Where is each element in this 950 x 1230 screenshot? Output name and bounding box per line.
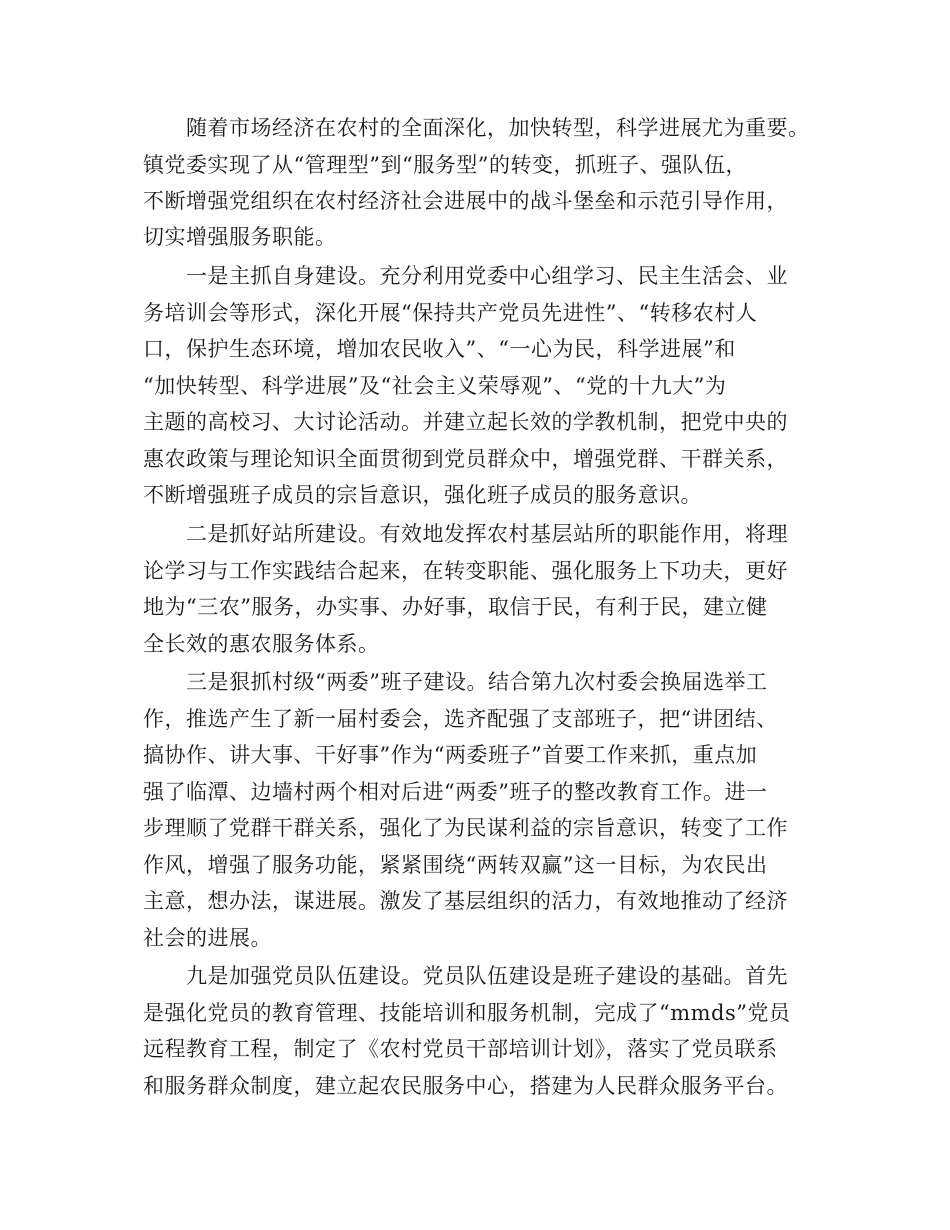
- paragraph-1-line-1: 随着市场经济在农村的全面深化，加快转型，科学进展尤为重要。: [186, 116, 810, 140]
- paragraph-1-line-3: 不断增强党组织在农村经济社会进展中的战斗堡垒和示范引导作用，: [143, 189, 788, 213]
- paragraph-4-line-2: 作，推选产生了新一届村委会，选齐配强了支部班子，把“讲团结、: [143, 707, 778, 731]
- paragraph-4-line-1: 三是狠抓村级“两委”班子建设。结合第九次村委会换届选举工: [186, 670, 768, 694]
- paragraph-2-line-4: “加快转型、科学进展”及“社会主义荣辱观”、“党的十九大”为: [143, 374, 727, 398]
- paragraph-4-line-3: 搞协作、讲大事、干好事”作为“两委班子”首要工作来抓，重点加: [143, 743, 758, 767]
- paragraph-4-line-8: 社会的进展。: [143, 926, 272, 950]
- paragraph-5-line-3: 远程教育工程，制定了《农村党员干部培训计划》，落实了党员联系: [143, 1037, 778, 1061]
- paragraph-2-line-6: 惠农政策与理论知识全面贯彻到党员群众中，增强党群、干群关系，: [143, 447, 788, 471]
- paragraph-3-line-4: 全长效的惠农服务体系。: [143, 632, 380, 656]
- paragraph-2-line-2: 务培训会等形式，深化开展“保持共产党员先进性”、“转移农村人: [143, 301, 758, 325]
- paragraph-3-line-3: 地为“三农”服务，办实事、办好事，取信于民，有利于民，建立健: [143, 595, 768, 619]
- paragraph-4-line-6: 作风，增强了服务功能，紧紧围绕“两转双赢”这一目标，为农民出: [143, 853, 768, 877]
- paragraph-4-line-5: 步理顺了党群干群关系，强化了为民谋利益的宗旨意识，转变了工作: [143, 816, 788, 840]
- paragraph-1-line-4: 切实增强服务职能。: [143, 225, 337, 249]
- paragraph-3-line-1: 二是抓好站所建设。有效地发挥农村基层站所的职能作用，将理: [186, 522, 788, 546]
- paragraph-4-line-7: 主意，想办法，谋进展。激发了基层组织的活力，有效地推动了经济: [143, 889, 788, 913]
- paragraph-2-line-3: 口，保护生态环境，增加农民收入”、“一心为民，科学进展”和: [143, 337, 736, 361]
- paragraph-4-line-4: 强了临潭、边墙村两个相对后进“两委”班子的整改教育工作。进一: [143, 780, 768, 804]
- paragraph-2-line-5: 主题的高校习、大讨论活动。并建立起长效的学教机制，把党中央的: [143, 410, 788, 434]
- paragraph-3-line-2: 论学习与工作实践结合起来，在转变职能、强化服务上下功夫，更好: [143, 559, 788, 583]
- paragraph-1-line-2: 镇党委实现了从“管理型”到“服务型”的转变，抓班子、强队伍，: [143, 153, 747, 177]
- paragraph-5-line-4: 和服务群众制度，建立起农民服务中心，搭建为人民群众服务平台。: [143, 1074, 788, 1098]
- paragraph-2-line-7: 不断增强班子成员的宗旨意识，强化班子成员的服务意识。: [143, 483, 702, 507]
- paragraph-2-line-1: 一是主抓自身建设。充分利用党委中心组学习、民主生活会、业: [186, 264, 788, 288]
- paragraph-5-line-2: 是强化党员的教育管理、技能培训和服务机制，完成了“mmds”党员: [143, 1001, 791, 1025]
- paragraph-5-line-1: 九是加强党员队伍建设。党员队伍建设是班子建设的基础。首先: [186, 964, 788, 988]
